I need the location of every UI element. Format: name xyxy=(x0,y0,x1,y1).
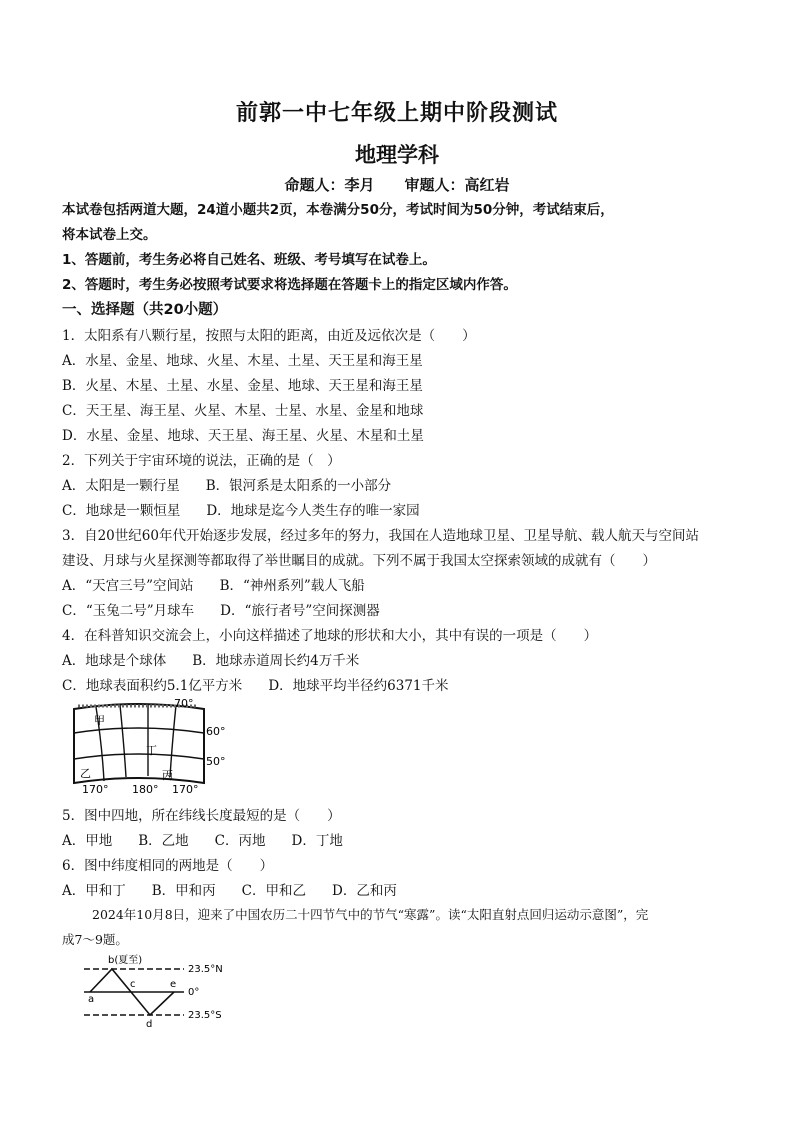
q3-options-row-1 xyxy=(62,574,365,594)
point-d-label: d xyxy=(146,1019,153,1030)
q2-options-row-2 xyxy=(62,499,420,519)
q5-stem: 5．图中四地，所在纬线长度最短的是（ ） xyxy=(62,808,341,824)
q5-option-d: D．丁地 xyxy=(291,833,343,849)
authors-line: 命题人：李月 审题人：高红岩 xyxy=(284,176,510,194)
q5-options xyxy=(62,829,343,849)
q2-option-a: A．太阳是一颗行星 xyxy=(62,478,180,494)
q4-options-row-1 xyxy=(62,649,359,669)
passage-line-2: 成7～9题。 xyxy=(62,932,128,947)
q3-options-row-2 xyxy=(62,599,380,619)
q6-options xyxy=(62,879,397,899)
q2-option-c: C．地球是一颗恒星 xyxy=(62,503,181,519)
q3-option-a: A．“天宫三号”空间站 xyxy=(62,578,194,594)
intro-line-1: 本试卷包括两道大题，24道小题共2页，本卷满分50分，考试时间为50分钟，考试结束后， xyxy=(62,202,614,218)
q2-option-d: D．地球是迄今人类生存的唯一家园 xyxy=(206,503,420,519)
lon-right-label: 170° xyxy=(172,783,199,795)
q3-option-b: B．“神州系列”载人飞船 xyxy=(219,578,365,594)
lon-mid-label: 180° xyxy=(132,783,159,795)
point-bing: 丙 xyxy=(162,769,173,782)
note-2: 2、答题时，考生务必按照考试要求将选择题在答题卡上的指定区域内作答。 xyxy=(62,277,517,293)
q4-option-a: A．地球是个球体 xyxy=(62,653,167,669)
point-b-label: b(夏至) xyxy=(108,955,143,966)
lat-23-5-s-label: 23.5°S xyxy=(188,1010,222,1021)
q1-stem: 1．太阳系有八颗行星，按照与太阳的距离，由近及远依次是（ ） xyxy=(62,328,476,344)
point-c-label: c xyxy=(130,979,136,990)
equator-label: 0° xyxy=(188,987,200,998)
lon-left-label: 170° xyxy=(82,783,109,795)
q4-stem: 4．在科普知识交流会上，小向这样描述了地球的形状和大小，其中有误的一项是（ ） xyxy=(62,628,598,644)
q1-option-b: B．火星、木星、土星、水星、金星、地球、天王星和海王星 xyxy=(62,378,423,394)
lat-50-label: 50° xyxy=(206,755,226,768)
q2-options-row-1 xyxy=(62,474,391,494)
q3-stem-line-2: 建设、月球与火星探测等都取得了举世瞩目的成就。下列不属于我国太空探索领域的成就有（ ） xyxy=(62,553,656,569)
q6-option-b: B．甲和丙 xyxy=(151,883,216,899)
lat-70-label: 70° xyxy=(174,697,194,710)
q6-option-c: C．甲和乙 xyxy=(241,883,307,899)
q4-option-d: D．地球平均半径约6371千米 xyxy=(268,678,449,694)
point-a-label: a xyxy=(88,994,95,1005)
exam-title: 前郭一中七年级上期中阶段测试 xyxy=(235,100,558,126)
passage-line-1: 2024年10月8日，迎来了中国农历二十四节气中的节气“寒露”。读“太阳直射点回归运动示意图”，完 xyxy=(92,907,649,922)
lat-23-5-n-label: 23.5°N xyxy=(188,964,223,975)
q3-option-c: C．“玉兔二号”月球车 xyxy=(62,603,195,619)
q1-option-c: C．天王星、海王星、火星、木星、士星、水星、金星和地球 xyxy=(62,403,424,419)
point-ding: 丁 xyxy=(146,744,157,757)
q3-option-d: D．“旅行者号”空间探测器 xyxy=(220,603,380,619)
section-title: 一、选择题（共20小题） xyxy=(62,302,228,318)
latlong-grid-map xyxy=(68,697,238,795)
q6-option-d: D．乙和丙 xyxy=(332,883,397,899)
sun-direct-point-diagram xyxy=(80,952,250,1032)
q2-option-b: B．银河系是太阳系的一小部分 xyxy=(205,478,392,494)
point-jia: 甲 xyxy=(94,714,105,727)
q4-options-row-2 xyxy=(62,674,449,694)
q5-option-b: B．乙地 xyxy=(138,833,189,849)
q6-stem: 6．图中纬度相同的两地是（ ） xyxy=(62,858,274,874)
q6-option-a: A．甲和丁 xyxy=(62,883,126,899)
q3-stem-line-1: 3．自20世纪60年代开始逐步发展，经过多年的努力，我国在人造地球卫星、卫星导航、载人航天与空间站 xyxy=(62,528,699,544)
lat-60-label: 60° xyxy=(206,725,226,738)
intro-line-2: 将本试卷上交。 xyxy=(62,227,157,243)
q5-option-c: C．丙地 xyxy=(214,833,266,849)
q1-option-a: A．水星、金星、地球、火星、木星、土星、天王星和海王星 xyxy=(62,353,423,369)
q4-option-b: B．地球赤道周长约4万千米 xyxy=(192,653,360,669)
subject-title: 地理学科 xyxy=(355,142,439,167)
q5-option-a: A．甲地 xyxy=(62,833,113,849)
q4-option-c: C．地球表面积约5.1亿平方米 xyxy=(62,678,243,694)
q2-stem: 2．下列关于宇宙环境的说法，正确的是（ ） xyxy=(62,453,341,469)
point-e-label: e xyxy=(170,979,177,990)
q1-option-d: D．水星、金星、地球、天王星、海王星、火星、木星和土星 xyxy=(62,428,424,444)
note-1: 1、答题前，考生务必将自己姓名、班级、考号填写在试卷上。 xyxy=(62,252,436,268)
point-yi: 乙 xyxy=(80,767,91,780)
